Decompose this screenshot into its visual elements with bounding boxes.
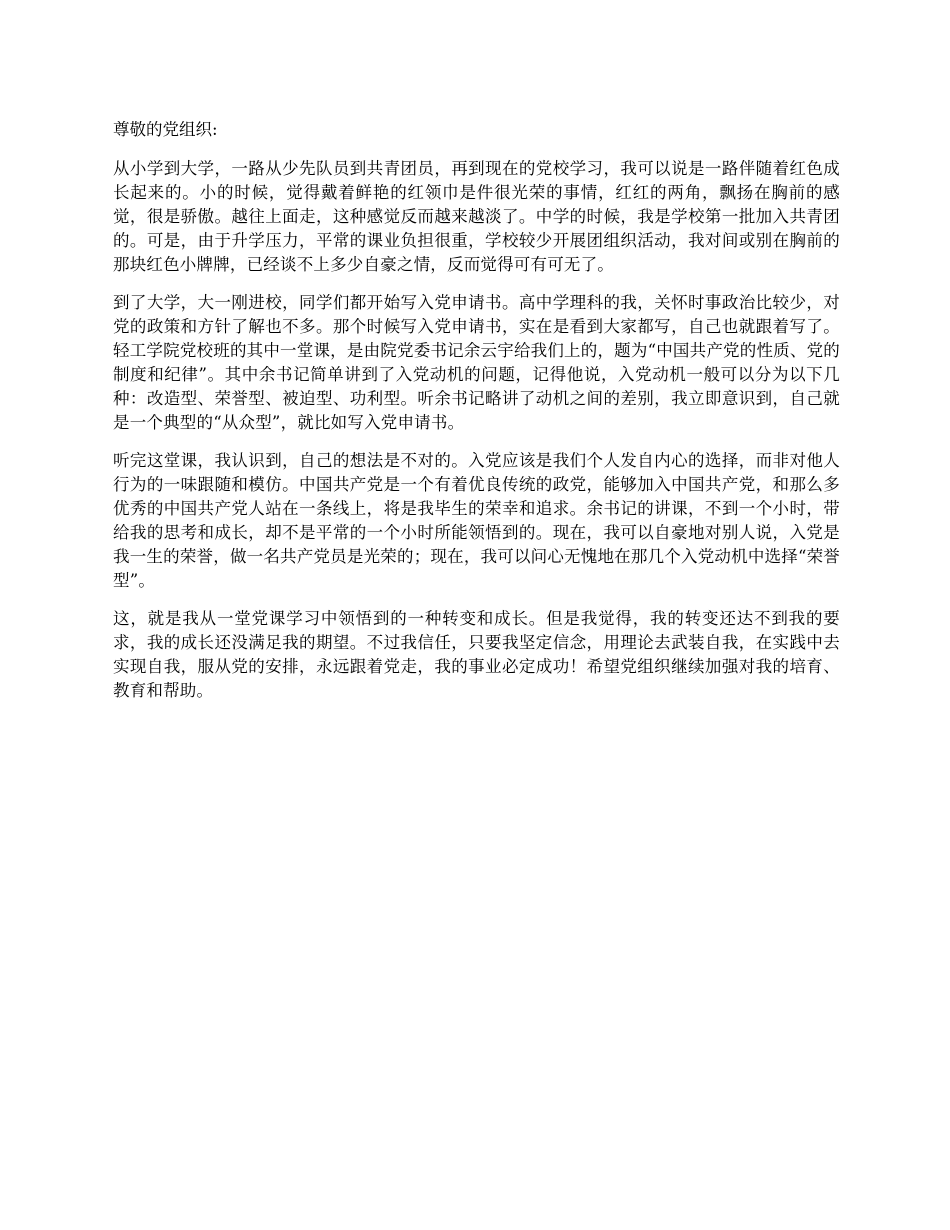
- paragraph-4: 这，就是我从一堂党课学习中领悟到的一种转变和成长。但是我觉得，我的转变还达不到我的要求，我的成长还没满足我的期望。不过我信任，只要我坚定信念，用理论去武装自我，在实践中去实现自我，服从党的安排，永远跟着党走，我的事业必定成功！希望党组织继续加强对我的培育、教育和帮助。: [113, 609, 840, 700]
- paragraph-2: 到了大学，大一刚进校，同学们都开始写入党申请书。高中学理科的我，关怀时事政治比较少，对党的政策和方针了解也不多。那个时候写入党申请书，实在是看到大家都写，自己也就跟着写了。轻工学院党校班的其中一堂课，是由院党委书记余云宇给我们上的，题为“中国共产党的性质、党的制度和纪律”。其中余书记简单讲到了入党动机的问题，记得他说，入党动机一般可以分为以下几种：改造型、荣誉型、被迫型、功利型。听余书记略讲了动机之间的差别，我立即意识到，自己就是一个典型的“从众型”，就比如写入党申请书。: [113, 293, 840, 432]
- paragraph-3: 听完这堂课，我认识到，自己的想法是不对的。入党应该是我们个人发自内心的选择，而非对他人行为的一味跟随和模仿。中国共产党是一个有着优良传统的政党，能够加入中国共产党，和那么多优秀的中国共产党人站在一条线上，将是我毕生的荣幸和追求。余书记的讲课，不到一个小时，带给我的思考和成长，却不是平常的一个小时所能领悟到的。现在，我可以自豪地对别人说，入党是我一生的荣誉，做一名共产党员是光荣的；现在，我可以问心无愧地在那几个入党动机中选择“荣誉型”。: [113, 451, 840, 590]
- salutation: 尊敬的党组织:: [113, 120, 218, 139]
- letter-page: [113, 118, 840, 717]
- paragraph-1: 从小学到大学，一路从少先队员到共青团员，再到现在的党校学习，我可以说是一路伴随着红色成长起来的。小的时候，觉得戴着鲜艳的红领巾是件很光荣的事情，红红的两角，飘扬在胸前的感觉，很是骄傲。越往上面走，这种感觉反而越来越淡了。中学的时候，我是学校第一批加入共青团的。可是，由于升学压力，平常的课业负担很重，学校较少开展团组织活动，我对间或别在胸前的那块红色小牌牌，已经谈不上多少自豪之情，反而觉得可有可无了。: [113, 159, 840, 274]
